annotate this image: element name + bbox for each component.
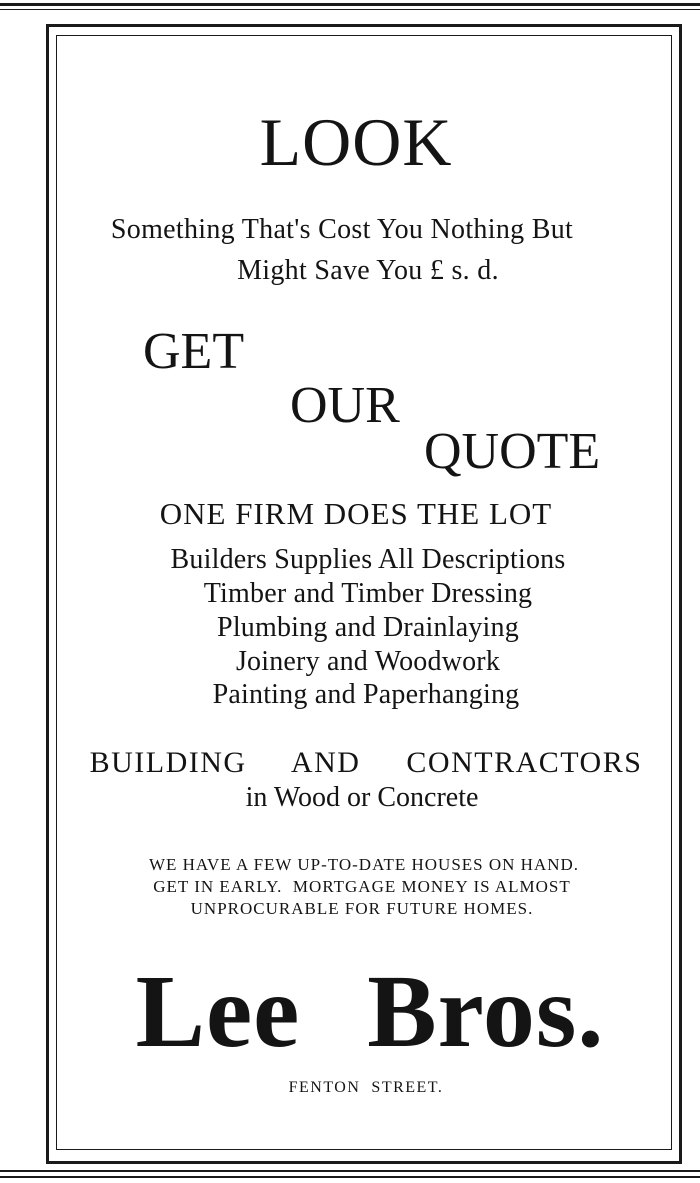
top-border-rule [0, 3, 700, 6]
notice-line: GET IN EARLY. MORTGAGE MONEY IS ALMOST [153, 877, 571, 896]
notice-line: WE HAVE A FEW UP-TO-DATE HOUSES ON HAND. [148, 855, 580, 874]
firm-statement: ONE FIRM DOES THE LOT [159, 496, 553, 531]
bottom-border-rule-thin [0, 1176, 700, 1178]
top-border-rule-thin [0, 9, 700, 10]
headline: LOOK [259, 104, 453, 180]
service-item: Joinery and Woodwork [235, 646, 501, 677]
firm-address: FENTON STREET. [288, 1079, 444, 1096]
service-item: Timber and Timber Dressing [203, 578, 533, 609]
cta-word-get: GET [143, 323, 245, 380]
firm-name: Lee Bros. [135, 954, 605, 1069]
building-heading: BUILDING AND CONTRACTORS [89, 746, 643, 779]
bottom-border-rule [0, 1170, 700, 1172]
cta-word-our: OUR [290, 377, 400, 434]
cta-word-quote: QUOTE [424, 423, 601, 480]
service-item: Plumbing and Drainlaying [217, 612, 519, 643]
subline-1: Something That's Cost You Nothing But [110, 214, 574, 245]
notice-line: UNPROCURABLE FOR FUTURE HOMES. [190, 899, 534, 918]
subline-2: Might Save You £ s. d. [237, 255, 499, 286]
service-item: Builders Supplies All Descriptions [170, 544, 566, 575]
building-subheading: in Wood or Concrete [245, 782, 479, 813]
service-item: Painting and Paperhanging [212, 679, 520, 710]
